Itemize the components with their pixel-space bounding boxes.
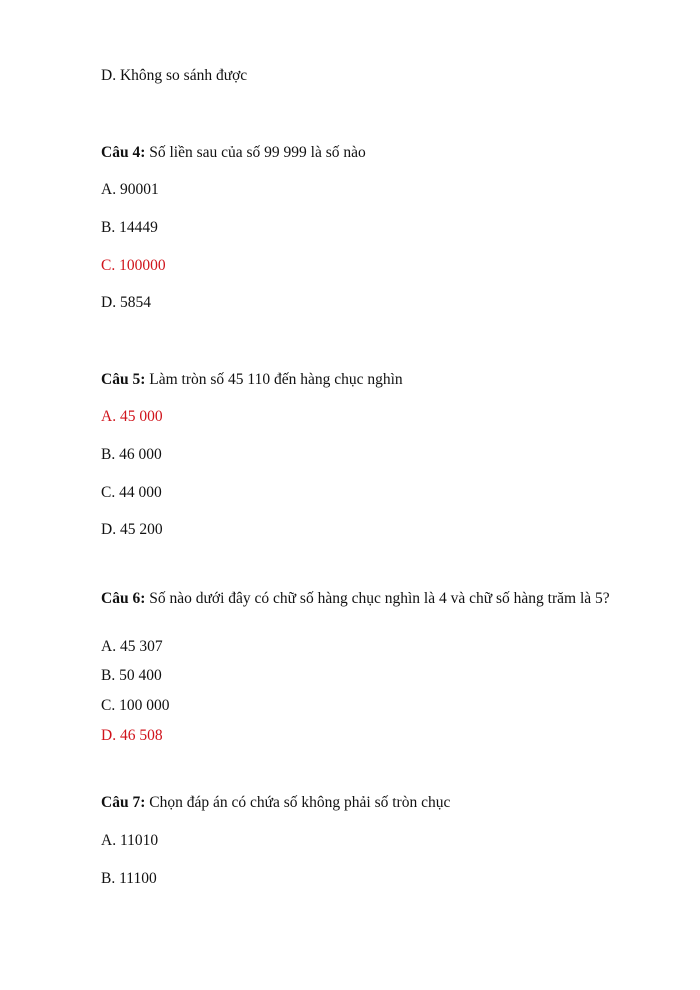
q4-option-c-correct: C. 100000 bbox=[101, 257, 166, 274]
q5-text: Làm tròn số 45 110 đến hàng chục nghìn bbox=[145, 371, 403, 388]
q5-option-b: B. 46 000 bbox=[101, 446, 162, 463]
q4-option-a: A. 90001 bbox=[101, 181, 159, 198]
q5-option-d: D. 45 200 bbox=[101, 521, 163, 538]
q6-label: Câu 6: bbox=[101, 590, 146, 607]
q5-heading bbox=[101, 371, 403, 389]
q7-label: Câu 7: bbox=[101, 794, 146, 811]
q3-option-d: D. Không so sánh được bbox=[101, 67, 248, 84]
q4-heading bbox=[101, 144, 366, 162]
q5-label: Câu 5: bbox=[101, 371, 146, 388]
q7-option-b: B. 11100 bbox=[101, 870, 157, 887]
q4-option-b: B. 14449 bbox=[101, 219, 158, 236]
q7-heading bbox=[101, 794, 450, 812]
q6-heading bbox=[101, 589, 631, 609]
q4-option-d: D. 5854 bbox=[101, 294, 151, 311]
q5-option-a-correct: A. 45 000 bbox=[101, 408, 163, 425]
q6-option-d-correct: D. 46 508 bbox=[101, 727, 163, 744]
q6-option-b: B. 50 400 bbox=[101, 667, 162, 684]
q4-label: Câu 4: bbox=[101, 144, 146, 161]
q6-option-a: A. 45 307 bbox=[101, 638, 163, 655]
q6-text: Số nào dưới đây có chữ số hàng chục nghìn là 4 và chữ số hàng trăm là 5? bbox=[145, 590, 610, 607]
q5-option-c: C. 44 000 bbox=[101, 484, 162, 501]
q7-text: Chọn đáp án có chứa số không phải số tròn chục bbox=[145, 794, 451, 811]
q7-option-a: A. 11010 bbox=[101, 832, 159, 849]
q6-option-c: C. 100 000 bbox=[101, 697, 170, 714]
q4-text: Số liền sau của số 99 999 là số nào bbox=[145, 144, 366, 161]
